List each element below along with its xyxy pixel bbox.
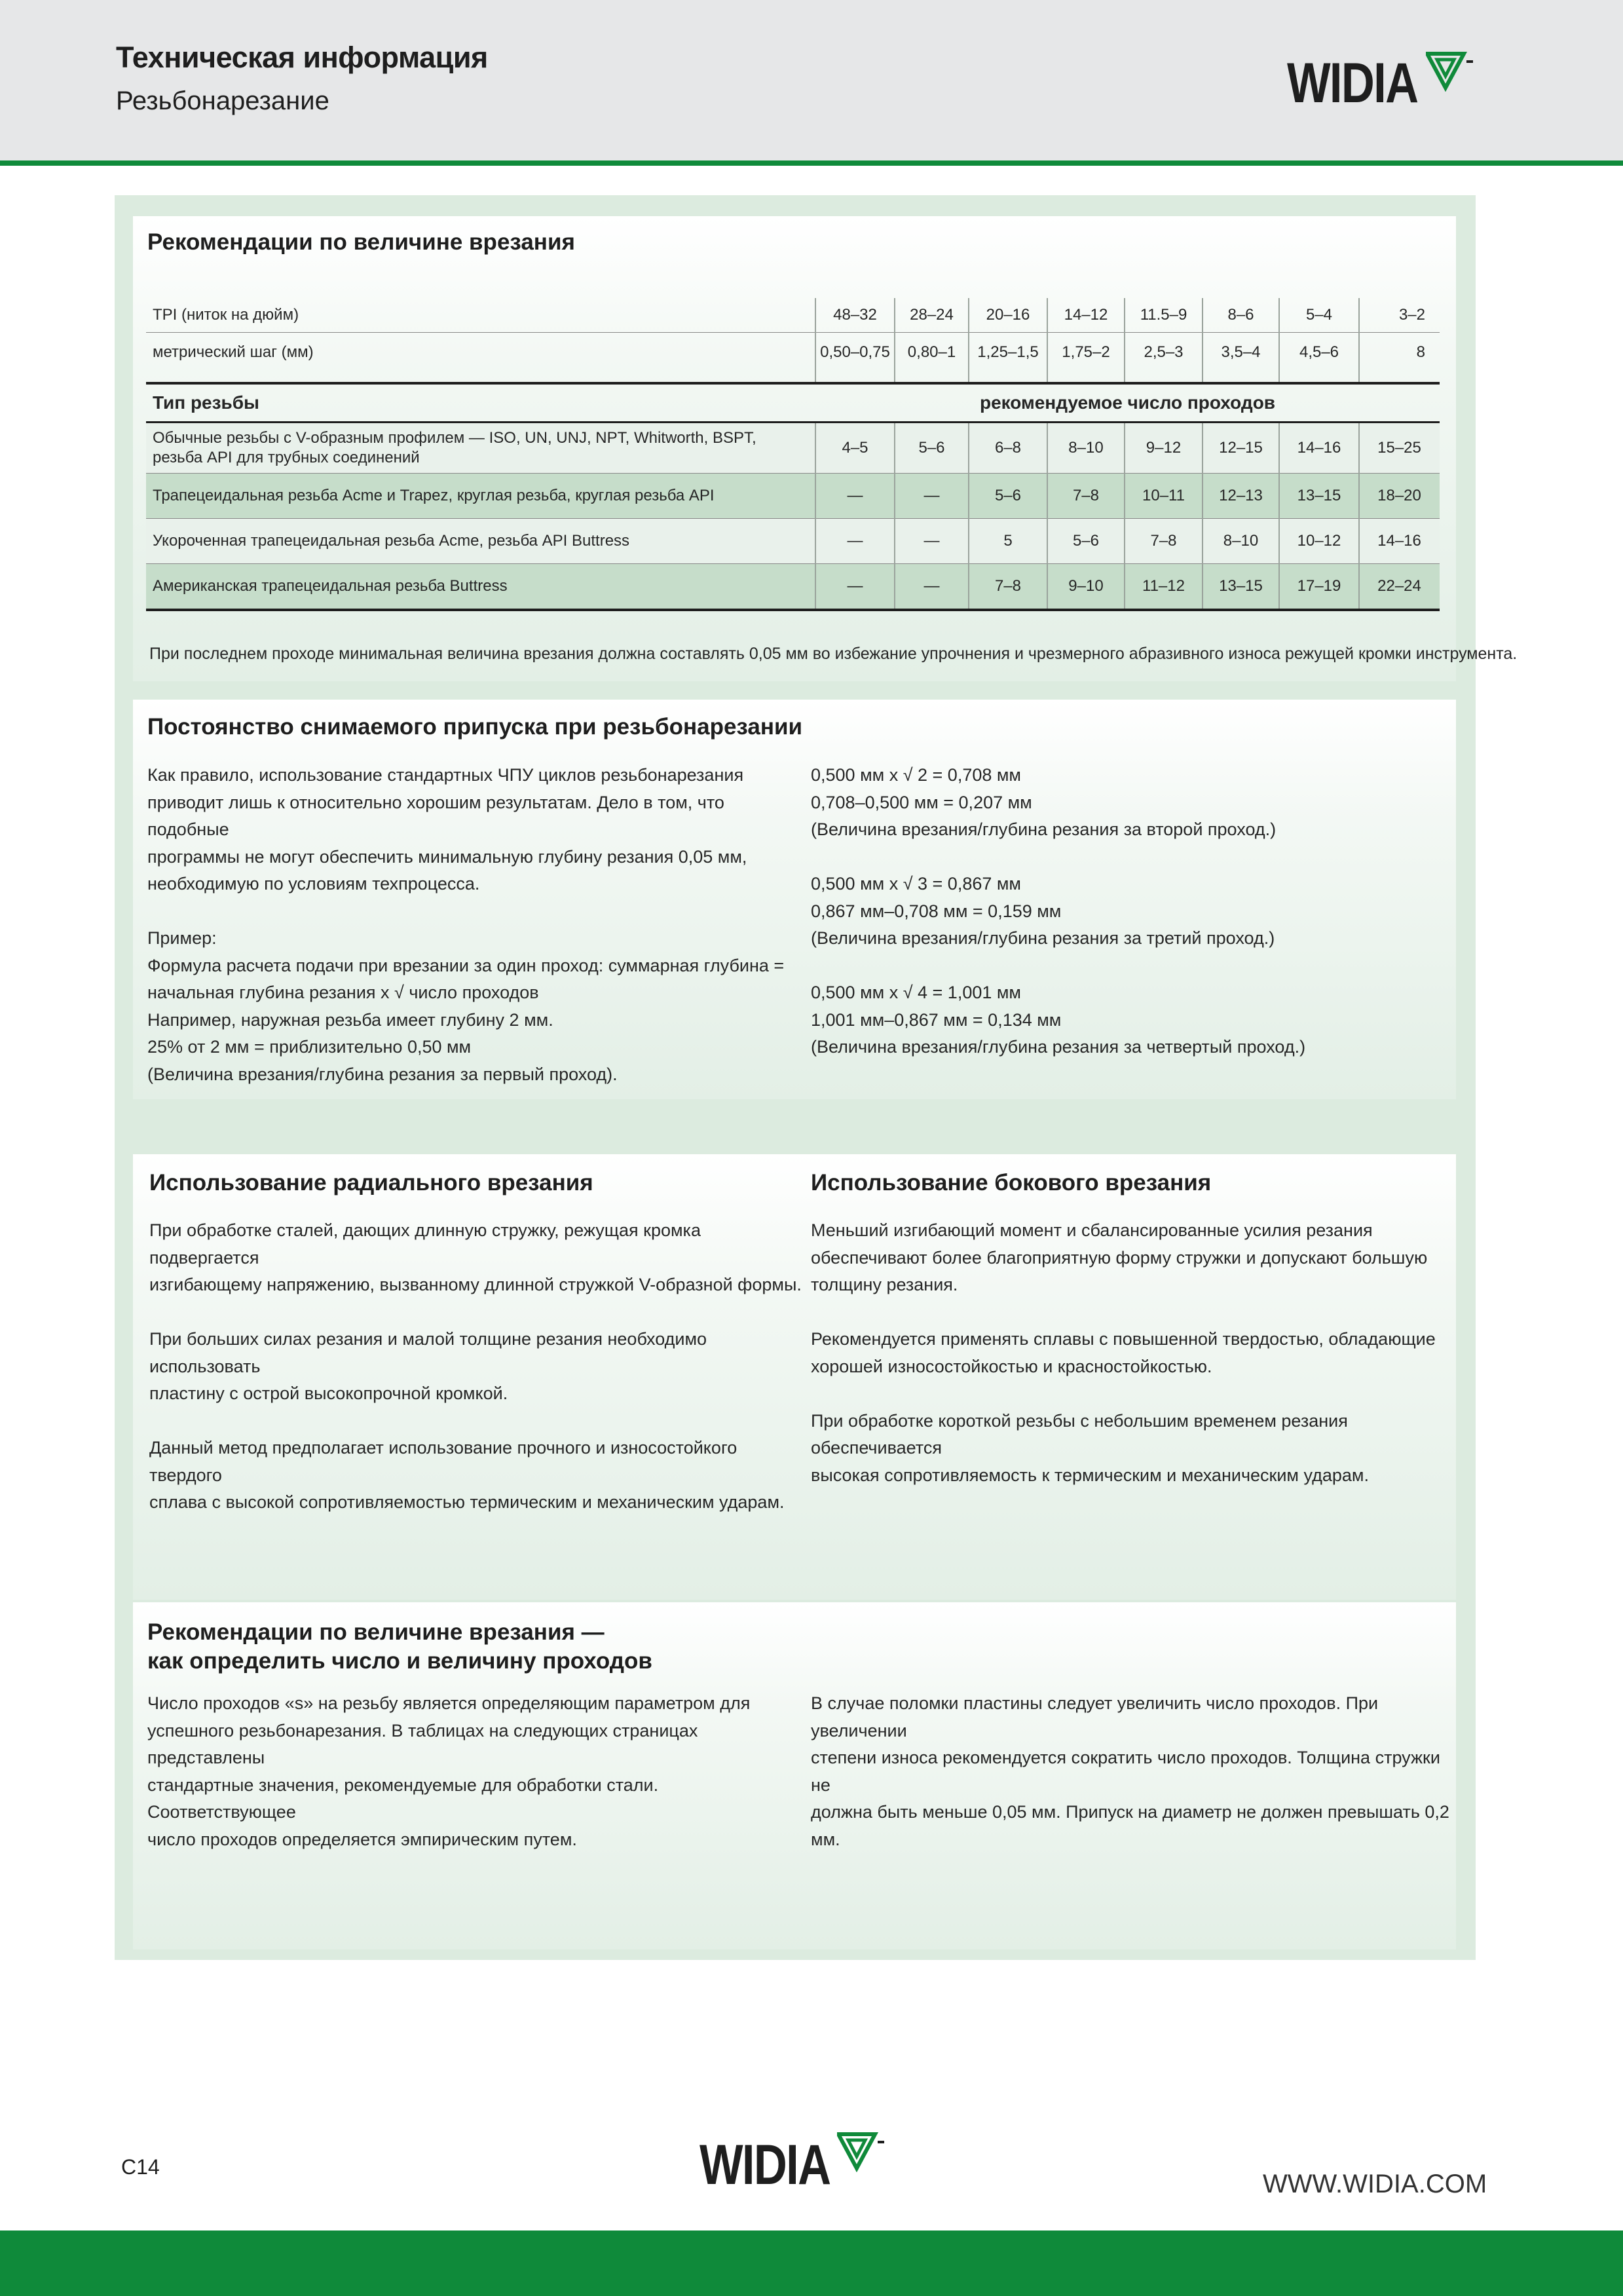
table-cell: 18–20 <box>1377 487 1421 504</box>
header-divider <box>0 160 1623 166</box>
metric-row <box>146 333 1440 372</box>
table-cell: 28–24 <box>910 306 954 324</box>
section3-left-text: При обработке сталей, дающих длинную стружку, режущая кромка подвергается изгибающему напряжению, вызванному длинной стружкой V-образной формы. При больших силах резания и малой толщине резания необходимо использовать пластину с острой высокопрочной кромкой. Данный метод предполагает использование прочного и износостойкого твердого сплава с высокой сопротивляемостью термическим и механическим ударам. <box>149 1220 802 1512</box>
thread-type-label: Трапецеидальная резьба Acme и Trapez, круглая резьба, круглая резьба API <box>153 487 715 504</box>
widia-logo-footer <box>700 2133 889 2198</box>
table-cell: 11.5–9 <box>1140 306 1187 324</box>
table-cell: 13–15 <box>1219 577 1263 595</box>
table-bottom-rule <box>146 609 1440 611</box>
column-divider <box>1047 298 1048 382</box>
tpi-row <box>146 298 1440 332</box>
page-subtitle: Резьбонарезание <box>116 86 329 115</box>
table-cell: 7–8 <box>1150 532 1177 550</box>
passes-header-row <box>146 385 1440 421</box>
table-cell: 8 <box>1416 343 1425 361</box>
column-divider <box>1202 298 1203 382</box>
table-cell: 5–6 <box>994 487 1022 504</box>
table-cell: 6–8 <box>994 439 1022 457</box>
table-cell: 0,80–1 <box>907 343 956 361</box>
thread-type-label: Укороченная трапецеидальная резьба Acme, резьба API Buttress <box>153 532 630 550</box>
table-cell: — <box>923 487 940 504</box>
column-divider <box>1124 423 1125 609</box>
logo-wordmark: WIDIA <box>1287 52 1418 115</box>
table-cell: 8–10 <box>1068 439 1104 457</box>
column-divider <box>968 423 969 609</box>
table-cell: 48–32 <box>833 306 877 324</box>
table-cell: 8–10 <box>1223 532 1259 550</box>
column-divider <box>894 298 895 382</box>
table-cell: — <box>923 577 940 595</box>
section3-right-text: Меньший изгибающий момент и сбалансированные усилия резания обеспечивают более благоприятную форму стружки и допускают большую толщину резания. Рекомендуется применять сплавы с повышенной твердостью, обладающие хорошей износостойкостью и красностойкостью. При обработке короткой резьбы с небольшим временем резания обеспечивается высокая сопротивляемость к термическим и механическим ударам. <box>811 1220 1436 1485</box>
column-divider <box>1124 298 1125 382</box>
column-divider <box>1278 423 1280 609</box>
thread-type-header: Тип резьбы <box>153 392 259 413</box>
section4-title-line1: Рекомендации по величине врезания — <box>147 1619 605 1645</box>
table-cell: 10–11 <box>1142 487 1185 504</box>
table-cell: 22–24 <box>1377 577 1421 595</box>
page-number: C14 <box>121 2155 160 2179</box>
section1-title: Рекомендации по величине врезания <box>147 229 575 255</box>
table-cell: 12–13 <box>1219 487 1263 504</box>
table-cell: 14–16 <box>1377 532 1421 550</box>
section1-note: При последнем проходе минимальная величина врезания должна составлять 0,05 мм во избежание упрочнения и чрезмерного абразивного износа режущей кромки инструмента. <box>149 645 1518 663</box>
column-divider <box>1047 423 1048 609</box>
table-cell: — <box>847 487 863 504</box>
logo-triangle-icon <box>837 2132 889 2172</box>
table-cell: 14–16 <box>1297 439 1341 457</box>
table-cell: 9–12 <box>1146 439 1182 457</box>
section3-left-title: Использование радиального врезания <box>149 1170 593 1195</box>
widia-logo <box>1287 51 1477 117</box>
table-row <box>146 474 1440 518</box>
tpi-label: TPI (ниток на дюйм) <box>153 306 299 324</box>
section3-right-title: Использование бокового врезания <box>811 1170 1212 1195</box>
table-cell: 3–2 <box>1398 306 1425 324</box>
table-row <box>146 564 1440 609</box>
website-link[interactable]: WWW.WIDIA.COM <box>1263 2170 1487 2198</box>
column-divider <box>894 423 895 609</box>
table-cell: 7–8 <box>994 577 1022 595</box>
table-cell: 5–6 <box>1072 532 1100 550</box>
table-cell: 14–12 <box>1064 306 1108 324</box>
table-cell: 17–19 <box>1297 577 1341 595</box>
section2-right-text: 0,500 мм x √ 2 = 0,708 мм 0,708–0,500 мм = 0,207 мм (Величина врезания/глубина резания за второй проход.) 0,500 мм x √ 3 = 0,867 мм 0,867 мм–0,708 мм = 0,159 мм (Величина врезания/глубина резания за третий проход.) 0,500 мм x √ 4 = 1,001 мм 1,001 мм–0,867 мм = 0,134 мм (Величина врезания/глубина резания за четвертый проход.) <box>811 765 1306 1057</box>
table-cell: 4,5–6 <box>1299 343 1339 361</box>
column-divider <box>968 298 969 382</box>
table-cell: — <box>847 532 863 550</box>
table-cell: 11–12 <box>1142 577 1185 595</box>
table-cell: 0,50–0,75 <box>820 343 890 361</box>
table-cell: 1,25–1,5 <box>977 343 1039 361</box>
table-cell: 10–12 <box>1297 532 1341 550</box>
table-cell: 5 <box>1003 532 1013 550</box>
page-title: Техническая информация <box>116 41 488 74</box>
table-cell: 4–5 <box>842 439 868 457</box>
table-row <box>146 423 1440 473</box>
table-row <box>146 519 1440 563</box>
table-cell: 20–16 <box>986 306 1030 324</box>
section4-title-line2: как определить число и величину проходов <box>147 1648 652 1674</box>
logo-wordmark: WIDIA <box>700 2134 830 2196</box>
table-cell: 5–4 <box>1305 306 1333 324</box>
section2-title: Постоянство снимаемого припуска при резьбонарезании <box>147 714 802 740</box>
column-divider <box>815 298 816 382</box>
column-divider <box>1358 423 1360 609</box>
column-divider <box>815 423 816 609</box>
table-cell: 3,5–4 <box>1221 343 1261 361</box>
column-divider <box>1202 423 1203 609</box>
thread-type-label: Обычные резьбы с V-образным профилем — ISO, UN, UNJ, NPT, Whitworth, BSPT, резьба API для трубных соединений <box>153 429 756 466</box>
section4-right-text: В случае поломки пластины следует увеличить число проходов. При увеличении степени износа рекомендуется сократить число проходов. Толщина стружки не должна быть меньше 0,05 мм. Припуск на диаметр не должен превышать 0,2 мм. <box>811 1693 1449 1849</box>
table-cell: — <box>923 532 940 550</box>
section2-left-text: Как правило, использование стандартных ЧПУ циклов резьбонарезания приводит лишь к относительно хорошим результатам. Дело в том, что подобные программы не могут обеспечить минимальную глубину резания 0,05 мм, необходимую по условиям техпроцесса. Пример: Формула расчета подачи при врезании за один проход: суммарная глубина = начальная глубина резания x √ число проходов Например, наружная резьба имеет глубину 2 мм. 25% от 2 мм = приблизительно 0,50 мм (Величина врезания/глубина резания за первый проход). <box>147 765 785 1084</box>
table-cell: 13–15 <box>1297 487 1341 504</box>
table-cell: 2,5–3 <box>1144 343 1184 361</box>
table-cell: 8–6 <box>1227 306 1254 324</box>
section4-left-text: Число проходов «s» на резьбу является определяющим параметром для успешного резьбонарезания. В таблицах на следующих страницах представлены стандартные значения, рекомендуемые для обработки стали. Соответствующее число проходов определяется эмпирическим путем. <box>147 1693 751 1849</box>
column-divider <box>1358 298 1360 382</box>
logo-triangle-icon <box>1426 51 1478 92</box>
table-cell: 5–6 <box>918 439 945 457</box>
table-cell: 12–15 <box>1219 439 1263 457</box>
table-cell: 9–10 <box>1068 577 1104 595</box>
table-cell: — <box>847 577 863 595</box>
footer-bar <box>0 2230 1623 2296</box>
thread-type-label: Американская трапецеидальная резьба Buttress <box>153 577 508 595</box>
metric-label: метрический шаг (мм) <box>153 343 314 361</box>
table-cell: 1,75–2 <box>1062 343 1110 361</box>
table-cell: 7–8 <box>1072 487 1100 504</box>
column-divider <box>1278 298 1280 382</box>
passes-header: рекомендуемое число проходов <box>979 392 1276 413</box>
table-cell: 15–25 <box>1377 439 1421 457</box>
